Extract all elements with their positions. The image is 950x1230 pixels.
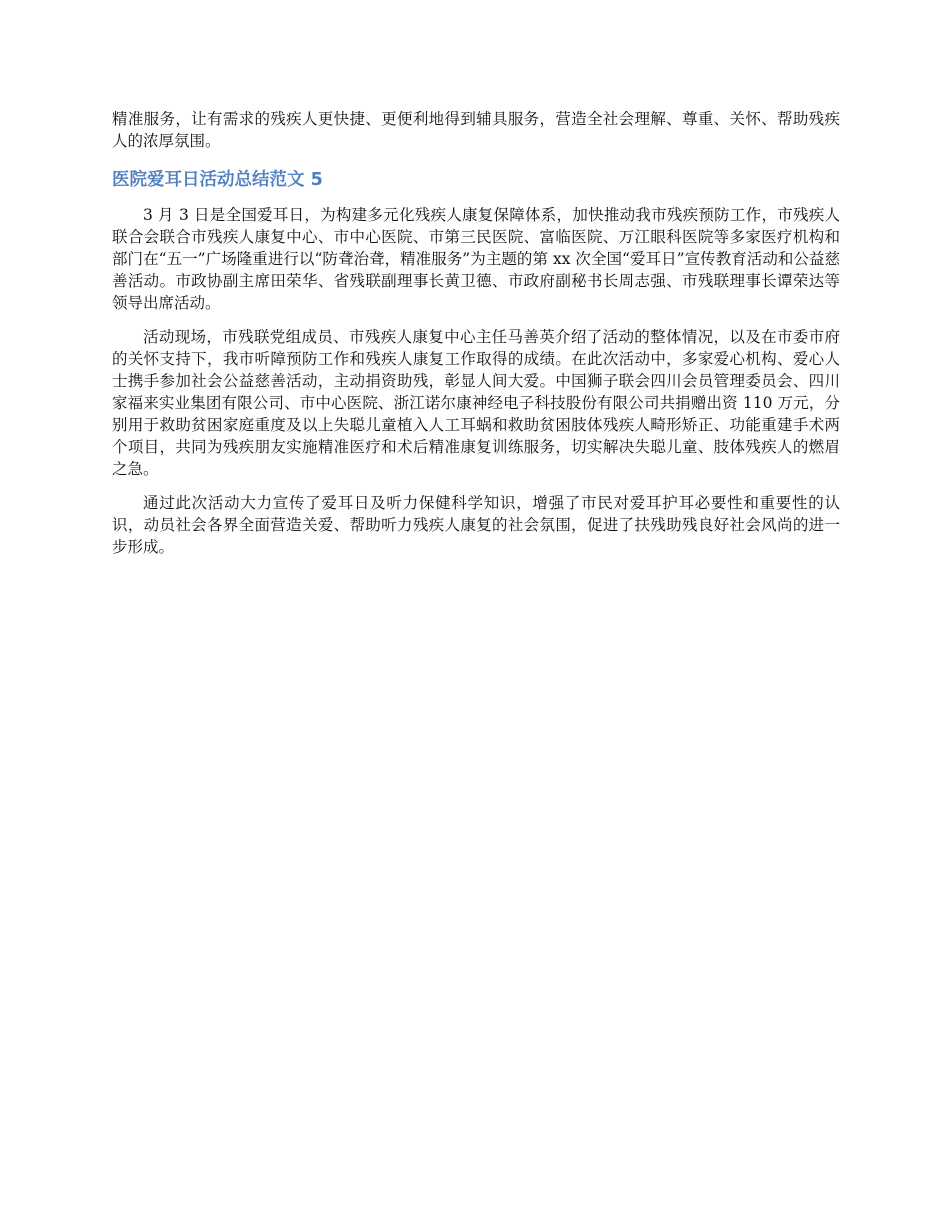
- document-page: [112, 108, 840, 570]
- body-paragraph-2: 活动现场，市残联党组成员、市残疾人康复中心主任马善英介绍了活动的整体情况，以及在市委市府的关怀支持下，我市听障预防工作和残疾人康复工作取得的成绩。在此次活动中，多家爱心机构、爱心人士携手参加社会公益慈善活动，主动捐资助残，彰显人间大爱。中国狮子联会四川会员管理委员会、四川家福来实业集团有限公司、市中心医院、浙江诺尔康神经电子科技股份有限公司共捐赠出资 110 万元，分别用于救助贫困家庭重度及以上失聪儿童植入人工耳蜗和救助贫困肢体残疾人畸形矫正、功能重建手术两个项目，共同为残疾朋友实施精准医疗和术后精准康复训练服务，切实解决失聪儿童、肢体残疾人的燃眉之急。: [112, 328, 840, 478]
- intro-paragraph: 精准服务，让有需求的残疾人更快捷、更便利地得到辅具服务，营造全社会理解、尊重、关怀、帮助残疾人的浓厚氛围。: [112, 110, 840, 150]
- body-paragraph-3: 通过此次活动大力宣传了爱耳日及听力保健科学知识，增强了市民对爱耳护耳必要性和重要性的认识，动员社会各界全面营造关爱、帮助听力残疾人康复的社会氛围，促进了扶残助残良好社会风尚的进一步形成。: [112, 494, 840, 556]
- body-paragraph-1: 3 月 3 日是全国爱耳日，为构建多元化残疾人康复保障体系，加快推动我市残疾预防工作，市残疾人联合会联合市残疾人康复中心、市中心医院、市第三民医院、富临医院、万江眼科医院等多家医疗机构和部门在“五一”广场隆重进行以“防聋治聋，精准服务”为主题的第 xx 次全国“爱耳日”宣传教育活动和公益慈善活动。市政协副主席田荣华、省残联副理事长黄卫德、市政府副秘书长周志强、市残联理事长谭荣达等领导出席活动。: [112, 206, 840, 312]
- section-heading: 医院爱耳日活动总结范文 5: [112, 170, 323, 190]
